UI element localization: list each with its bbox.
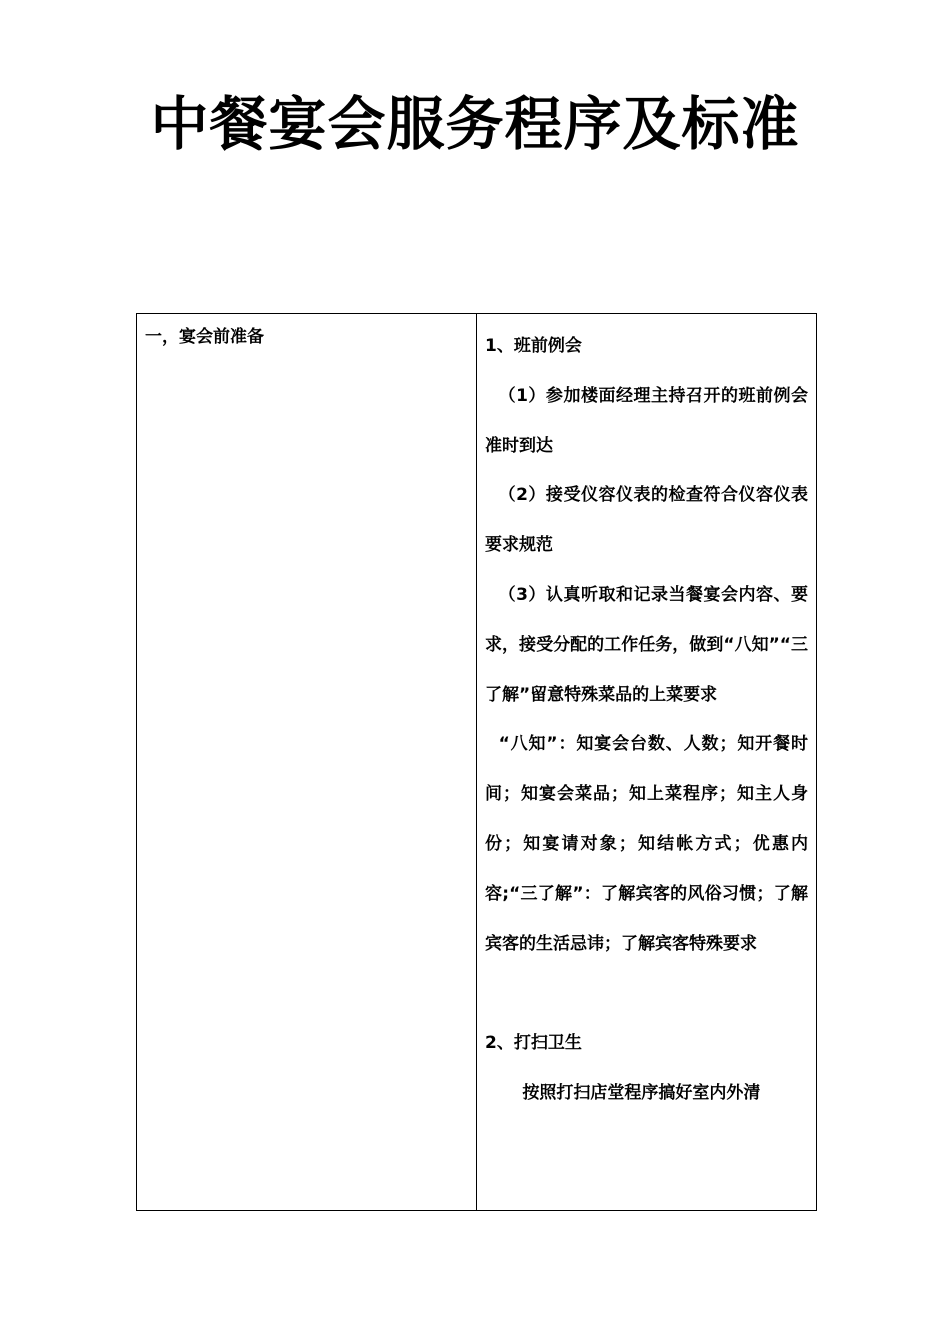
- table-right-cell: [477, 314, 816, 1210]
- content-table: [136, 313, 817, 1211]
- item-title-cleaning: 2、打扫卫生: [485, 1033, 582, 1054]
- paragraph-record-requirements: （3）认真听取和记录当餐宴会内容、要求，接受分配的工作任务，做到“八知”“三了解”留意特殊菜品的上菜要求: [485, 584, 808, 705]
- paragraph-cleaning-procedure: 按照打扫店堂程序搞好室内外清: [522, 1082, 761, 1103]
- table-left-cell: [137, 314, 477, 1210]
- paragraph-eight-knows-three-understands: “八知”：知宴会台数、人数；知开餐时间；知宴会菜品；知上菜程序；知主人身份；知宴请对象；知结帐方式；优惠内容;“三了解”：了解宾客的风俗习惯；了解宾客的生活忌讳；了解宾客特殊要求: [485, 734, 808, 954]
- page-title: 中餐宴会服务程序及标准: [150, 90, 800, 158]
- item-title-pre-shift-meeting: 1、班前例会: [485, 336, 582, 356]
- paragraph-appearance-check: （2）接受仪容仪表的检查符合仪容仪表要求规范: [485, 485, 808, 556]
- section-heading-preparation: 一，宴会前准备: [145, 327, 264, 347]
- blank-line: [485, 969, 808, 1019]
- paragraph-attend-meeting: （1）参加楼面经理主持召开的班前例会准时到达: [485, 385, 808, 456]
